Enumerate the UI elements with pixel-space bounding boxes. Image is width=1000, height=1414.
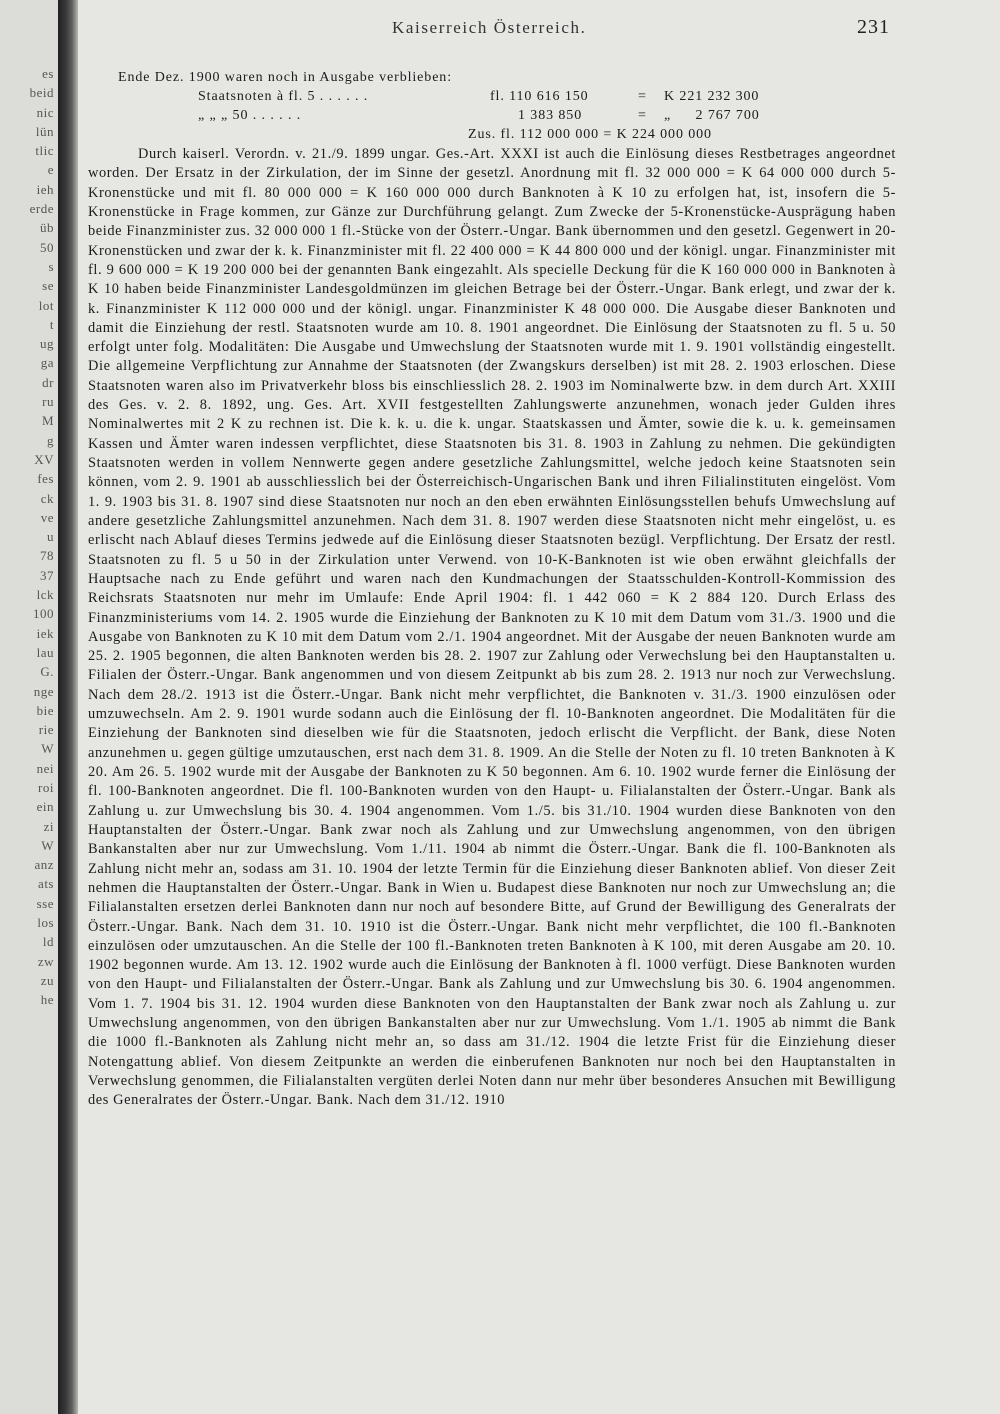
stats-row-label: „ „ „ 50 . . . . . . [198,108,302,123]
banknote-statistics [118,68,798,144]
main-text [88,145,896,1111]
book-gutter [58,0,78,1414]
stats-row-k: „ 2 767 700 [664,108,760,123]
stats-row-5 [118,87,798,106]
stats-row-k: K 221 232 300 [664,89,760,104]
stats-row-fl: fl. 110 616 150 [490,89,589,104]
stats-intro: Ende Dez. 1900 waren noch in Ausgabe verblieben: [118,70,452,85]
running-header: Kaiserreich Österreich. [392,18,587,37]
stats-row-label: Staatsnoten à fl. 5 . . . . . . [198,89,369,104]
adjacent-page-edge [0,0,58,1414]
page-number: 231 [857,16,890,38]
stats-row-eq: = [638,89,647,104]
paragraph: Durch kaiserl. Verordn. v. 21./9. 1899 ungar. Ges.-Art. XXXI ist auch die Einlösung dieses Restbetrages angeordnet worden. Der Ersatz in der Zirkulation, der im Sinne der gesetzl. Anordnung mit fl. 32 000 000 = K 64 000 000 durch 5-Kronenstücke und mit fl. 80 000 000 = K 160 000 000 durch Banknoten à K 10 zu erfolgen hat, ist, insofern die 5-Kronenstücke in Frage kommen, zur Gänze zur Durchführung gelangt. Zum Zwecke der 5-Kronenstücke-Ausprägung haben beide Finanzminister zus. 32 000 000 1 fl.-Stücke von der Österr.-Ungar. Bank übernommen und den gesetzl. Gegenwert in 20-Kronenstücken und zwar der k. k. Finanzminister mit fl. 22 400 000 = K 44 800 000 und der königl. ungar. Finanzminister mit fl. 9 600 000 = K 19 200 000 bei der genannten Bank eingezahlt. Als specielle Deckung für die K 160 000 000 in Banknoten à K 10 haben beide Finanzminister Landesgoldmünzen im gleichen Betrage bei der Österr.-Ungar. Bank erlegt, und zwar der k. k. Finanzminister K 112 000 000 und der königl. ungar. Finanzminister K 48 000 000. Die Ausgabe dieser Banknoten und damit die Einziehung der restl. Staatsnoten wurde am 10. 8. 1901 angeordnet. Die Einlösung der Staatsnoten zu fl. 5 u. 50 erfolgt unter folg. Modalitäten: Die Ausgabe und Umwechslung der Staatsnoten wurde mit 1. 9. 1901 vollständig eingestellt. Die allgemeine Verpflichtung zur Annahme der Staatsnoten (der Zwangskurs derselben) ist mit 28. 2. 1903 erloschen. Diese Staatsnoten waren also im Privatverkehr bloss bis einschliesslich 28. 2. 1903 im Nominalwerte bzw. in dem durch Art. XXIII des Ges. v. 2. 8. 1892, ung. Ges. Art. XVII festgestellten Zahlungswerte anzunehmen, wonach jeder Gulden ihres Nominalwertes mit 2 K zu rechnen ist. Die k. k. u. die k. ungar. Staatskassen und Ämter, sowie die k. u. k. gemeinsamen Kassen und Ämter waren indessen verpflichtet, diese Staatsnoten bis 31. 8. 1903 in Zahlung zu nehmen. Die gekündigten Staatsnoten werden in vollem Nennwerte gegen andere gesetzliche Zahlungsmittel, welche jedoch keine Staatsnoten sein können, vom 2. 9. 1901 ab ausschliesslich bei der Österreichisch-Ungarischen Bank und ihren Filialinstituten eingelöst. Vom 1. 9. 1903 bis 31. 8. 1907 sind diese Staatsnoten nur noch an den eben erwähnten Einlösungsstellen behufs Umwechslung auf andere gesetzliche Zahlungsmittel anzunehmen. Nach dem 31. 8. 1907 werden diese Staatsnoten nicht mehr eingelöst, u. es erlischt nach Ablauf dieses Termins jedwede auf die Einlösung dieser Staatsnoten bezügl. Verpflichtung. Der Ersatz der restl. Staatsnoten zu fl. 5 u 50 in der Zirkulation unter Verwend. von 10-K-Banknoten ist wie oben erwähnt gleichfalls der Hauptsache nach zu Ende geführt und waren nach den Kundmachungen der Staatsschulden-Kontroll-Kommission des Reichsrats Staatsnoten nur mehr im Umlaufe: Ende April 1904: fl. 1 442 060 = K 2 884 120. Durch Erlass des Finanzministeriums vom 14. 2. 1905 wurde die Einziehung der Banknoten zu K 10 mit dem Datum vom 31./3. 1900 und die Ausgabe von Banknoten zu K 10 mit dem Datum vom 2./1. 1904 angeordnet. Mit der Ausgabe der neuen Banknoten wurde am 25. 2. 1905 begonnen, die alten Banknoten werden bis 28. 2. 1907 zur Zahlung oder Verwechslung bei den Hauptanstalten u. Filialen der Österr.-Ungar. Bank angenommen und von diesem Zeitpunkt ab bis zum 28. 2. 1913 nur noch zur Verwechslung. Nach dem 28./2. 1913 ist die Österr.-Ungar. Bank nicht mehr verpflichtet, die Banknoten v. 31./3. 1900 einzulösen oder umzuwechseln. Am 2. 9. 1901 wurde sodann auch die Einlösung der fl. 10-Banknoten angeordnet. Die Modalitäten für die Einziehung der Banknoten sind dieselben wie für die Staatsnoten, jedoch erlischt die Verpflicht. der Bank, diese Noten anzunehmen u. gegen gültige umzutauschen, erst nach dem 31. 8. 1909. An die Stelle der Noten zu fl. 10 treten Banknoten à K 20. Am 26. 5. 1902 wurde mit der Ausgabe der Banknoten zu K 50 begonnen. Am 6. 10. 1902 wurde ferner die Einlösung der fl. 100-Banknoten angeordnet. Die fl. 100-Banknoten wurden von den Haupt- u. Filialanstalten der Österr.-Ungar. Bank als Zahlung u. zur Umwechslung bis 30. 4. 1904 angenommen. Vom 1./5. bis 31./10. 1904 wurden diese Banknoten von den Hauptanstalten der Österr.-Ungar. Bank zwar noch als Zahlung und zur Umwechslung angenommen, von den übrigen Bankanstalten aber nur zur Umwechslung. Vom 1./11. 1904 ab nimmt die Österr.-Ungar. Bank die fl. 100-Banknoten als Zahlung nicht mehr an, sodass am 31. 10. 1904 der letzte Termin für die Einziehung dieser Banknoten ablief. Von dieser Zeit nehmen die Hauptanstalten der Österr.-Ungar. Bank in Wien u. Budapest diese Banknoten nur noch zur Umwechslung an; die Filialanstalten ersetzen derlei Banknoten dann nur noch auf besondere Bitte, auf Grund der Bewilligung des Generalrats der Österr.-Ungar. Bank. Nach dem 31. 10. 1910 ist die Österr.-Ungar. Bank nicht mehr verpflichtet, die 100 fl.-Banknoten einzulösen oder umzutauschen. An die Stelle der 100 fl.-Banknoten treten Banknoten à K 100, mit deren Ausgabe am 20. 10. 1902 begonnen wurde. Am 13. 12. 1902 wurde auch die Einlösung der Banknoten à fl. 1000 verfügt. Diese Banknoten wurden von den Haupt- und Filialanstalten der Österr.-Ungar. Bank als Zahlung und zur Umwechslung bis 30. 6. 1904 angenommen. Vom 1. 7. 1904 bis 31. 12. 1904 wurden diese Banknoten von den Hauptanstalten der Bank zwar noch als Zahlung u. zur Umwechslung angenommen, von den übrigen Bankanstalten aber nur zur Umwechslung. Vom 1./1. 1905 ab nimmt die Bank die 1000 fl.-Banknoten als Zahlung nicht mehr an, so dass am 31./12. 1904 die letzte Frist für die Einziehung dieser Notengattung ablief. Von diesem Zeitpunkte an werden die einberufenen Banknoten nur noch bei den Hauptanstalten in Verwechslung genommen, die Filialanstalten vergüten derlei Noten dann nur mehr über besonderes Ansuchen mit Bewilligung des Generalrates der Österr.-Ungar. Bank. Nach dem 31./12. 1910 [88,146,896,1109]
stats-row-50 [118,106,798,125]
stats-row-eq: = [638,108,647,123]
adjacent-page-text-fragments: es beid nic lün tlic e ieh erde üb 50 s se lot t ug ga dr ru M g XV fes ck ve u 78 37 lck 100 iek lau G. nge bie rie W nei roi ein zi W anz ats sse los ld zw zu he [29,66,54,1008]
stats-row-fl: 1 383 850 [518,108,583,123]
stats-sum: Zus. fl. 112 000 000 = K 224 000 000 [468,127,712,142]
